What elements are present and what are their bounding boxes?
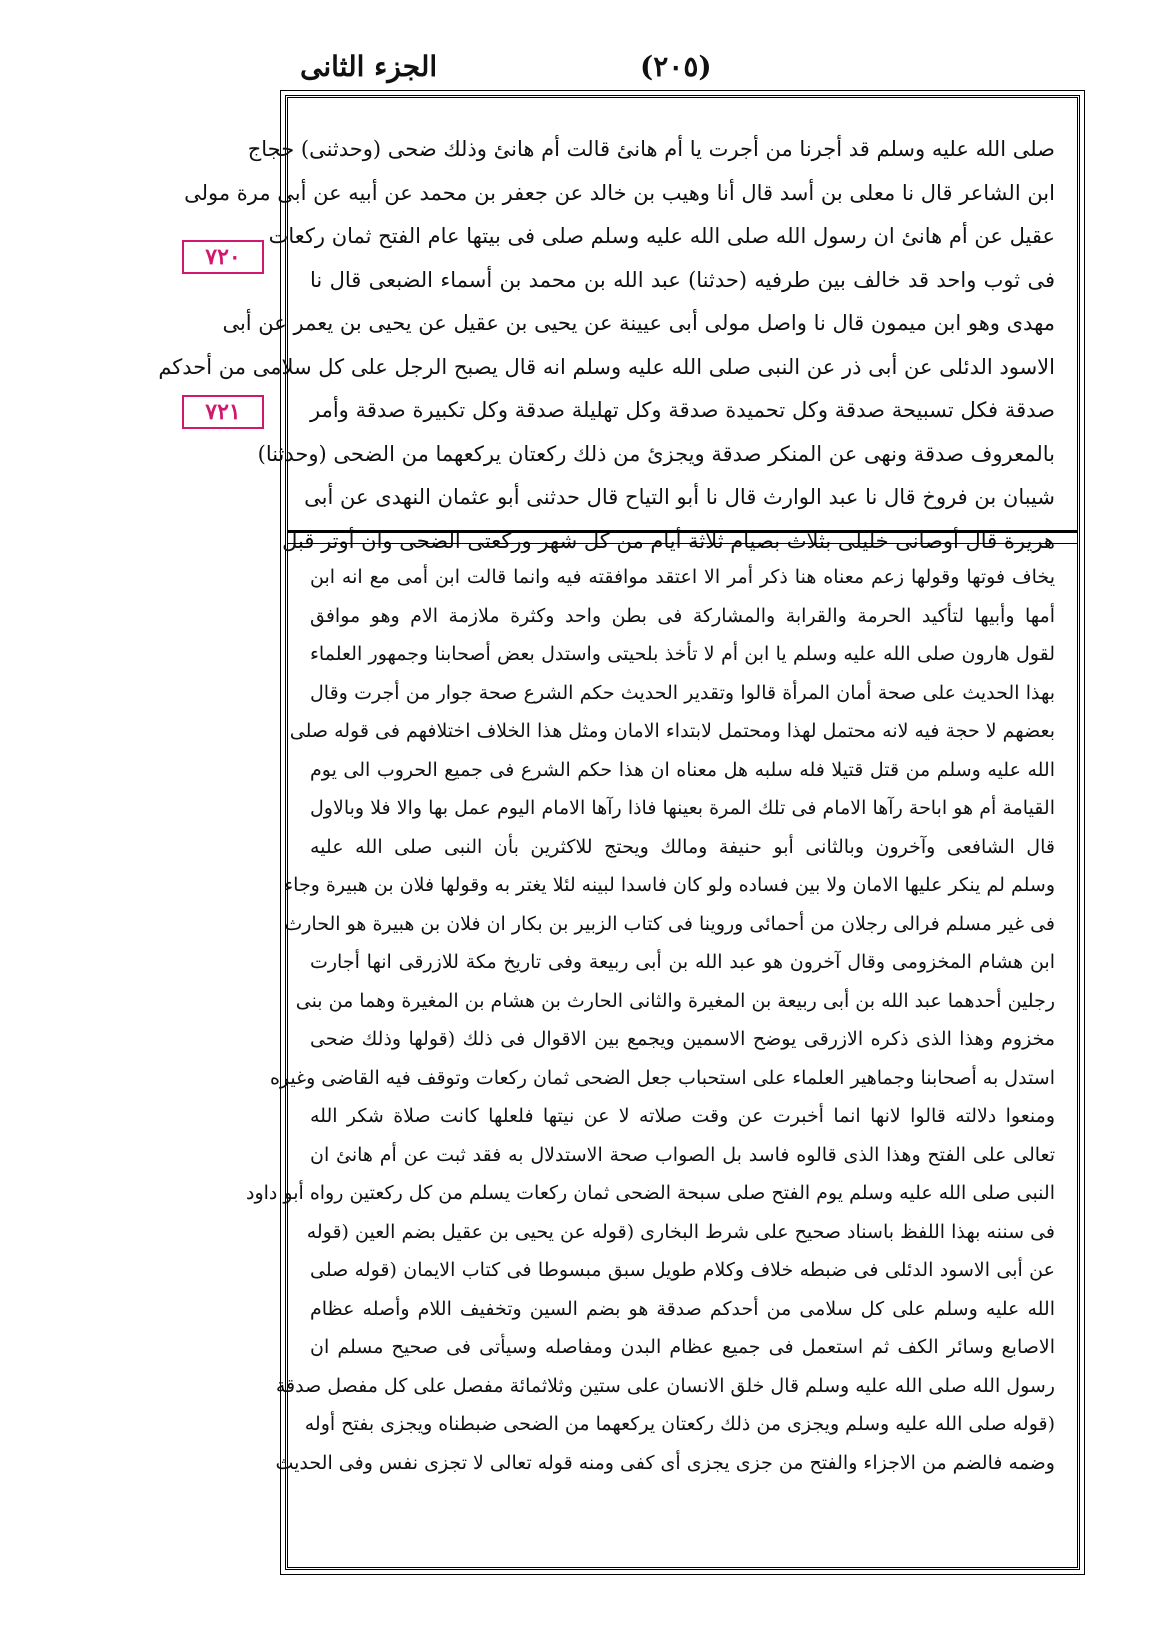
- commentary-block: [245, 558, 1055, 1558]
- commentary-line: وسلم لم ينكر عليها الامان ولا بين فساده ولو كان فاسدا لبينه لئلا يغتر به وقولها فلان بن هبيرة وجاء: [284, 874, 1055, 896]
- commentary-line: قال الشافعى وآخرون وبالثانى أبو حنيفة ومالك ويحتج للاكثرين بأن النبى صلى الله عليه: [310, 835, 1055, 858]
- commentary-line: عن أبى الاسود الدئلى فى ضبطه خلاف وكلام طويل سبق مبسوطا فى كتاب الايمان (قوله صلى: [310, 1259, 1055, 1281]
- commentary-line: فى سننه بهذا اللفظ باسناد صحيح على شرط البخارى (قوله عن يحيى بن عقيل بضم العين (قوله: [306, 1220, 1055, 1243]
- commentary-line: يخاف فوتها وقولها زعم معناه هنا ذكر أمر الا اعتقد موافقته فيه وانما قالت ابن أمى مع انه ابن: [310, 566, 1055, 588]
- commentary-line: استدل به أصحابنا وجماهير العلماء على استحباب جعل الضحى ثمان ركعات وتوقف فيه القاضى وغيره: [269, 1066, 1055, 1089]
- hadith-number-721: ٧٢١: [182, 395, 264, 429]
- hadith-line: بالمعروف صدقة ونهى عن المنكر صدقة ويجزئ من ذلك ركعتان يركعهما من الضحى (وحدثنا): [257, 441, 1055, 466]
- hadith-number-720: ٧٢٠: [182, 240, 264, 274]
- volume-title: الجزء الثانى: [300, 50, 438, 83]
- hadith-line: ابن الشاعر قال نا معلى بن أسد قال أنا وهيب بن خالد عن جعفر بن محمد عن أبيه عن أبى مرة مولى: [184, 180, 1055, 205]
- commentary-line: الاصابع وسائر الكف ثم استعمل فى جميع عظام البدن ومفاصله وسيأتى فى صحيح مسلم ان: [310, 1336, 1055, 1358]
- page-number: (٢٠٥): [640, 50, 712, 83]
- commentary-line: وضمه فالضم من الاجزاء والفتح من جزى يجزى أى كفى ومنه قوله تعالى لا تجزى نفس وفى الحديث: [275, 1451, 1055, 1474]
- commentary-line: تعالى على الفتح وهذا الذى قالوه فاسد بل الصواب صحة الاستدلال به فقد ثبت عن أم هانئ ان: [310, 1143, 1055, 1166]
- hadith-line: فى ثوب واحد قد خالف بين طرفيه (حدثنا) عبد الله بن محمد بن أسماء الضبعى قال نا: [310, 267, 1055, 292]
- commentary-line: بهذا الحديث على صحة أمان المرأة قالوا وتقدير الحديث حكم الشرع صحة جوار من أجرت وقال: [310, 681, 1055, 704]
- commentary-line: لقول هارون صلى الله عليه وسلم يا ابن أم لا تأخذ بلحيتى واستدل بعض أصحابنا وجمهور العلماء: [310, 643, 1055, 665]
- hadith-line: صدقة فكل تسبيحة صدقة وكل تحميدة صدقة وكل تهليلة صدقة وكل تكبيرة صدقة وأمر: [310, 398, 1055, 422]
- hadith-line: عقيل عن أم هانئ ان رسول الله صلى الله عليه وسلم صلى فى بيتها عام الفتح ثمان ركعات: [268, 224, 1055, 248]
- commentary-line: ابن هشام المخزومى وقال آخرون هو عبد الله بن أبى ربيعة وفى تاريخ مكة للازرقى انها أجارت: [310, 951, 1055, 973]
- commentary-line: مخزوم وهذا الذى ذكره الازرقى يوضح الاسمين ويجمع بين الاقوال فى ذلك (قولها وذلك ضحى: [310, 1028, 1055, 1050]
- hadith-line: مهدى وهو ابن ميمون قال نا واصل مولى أبى عيينة عن يحيى بن عقيل عن يحيى بن يعمر عن أبى: [222, 311, 1055, 335]
- commentary-line: [310, 1482, 1055, 1521]
- commentary-line: بعضهم لا حجة فيه لانه محتمل لهذا ومحتمل لابتداء الامان ومثل هذا الخلاف اختلافهم فى قوله صلى: [289, 720, 1055, 742]
- hadith-line: هريرة قال أوصانى خليلى بثلاث بصيام ثلاثة أيام من كل شهر وركعتى الضحى وان أوتر قبل: [282, 528, 1055, 553]
- commentary-line: النبى صلى الله عليه وسلم يوم الفتح صلى سبحة الضحى ثمان ركعات يسلم من كل ركعتين رواه أبو داود: [245, 1182, 1055, 1204]
- section-divider: [288, 530, 1077, 544]
- commentary-line: (قوله صلى الله عليه وسلم ويجزى من ذلك ركعتان يركعهما من الضحى ضبطناه ويجزى بفتح أوله: [304, 1413, 1055, 1435]
- commentary-line: أمها وأبيها لتأكيد الحرمة والقرابة والمشاركة فى بطن واحد وكثرة ملازمة الام وهو موافق: [310, 604, 1055, 627]
- commentary-line: [310, 1521, 1055, 1560]
- hadith-line: صلى الله عليه وسلم قد أجرنا من أجرت يا أم هانئ قالت أم هانئ وذلك ضحى (وحدثنى) حجاج: [247, 137, 1055, 161]
- commentary-line: القيامة أم هو اباحة رآها الامام فى تلك المرة بعينها فاذا رآها الامام اليوم عمل بها والا فلا وبالاول: [310, 797, 1055, 819]
- hadith-line: الاسود الدئلى عن أبى ذر عن النبى صلى الله عليه وسلم انه قال يصبح الرجل على كل سلامى من أحدكم: [158, 354, 1055, 379]
- commentary-line: الله عليه وسلم على كل سلامى من أحدكم صدقة هو بضم السين وتخفيف اللام وأصله عظام: [310, 1297, 1055, 1320]
- commentary-line: فى غير مسلم فرالى رجلان من أحمائى وروينا فى كتاب الزبير بن بكار ان فلان بن هبيرة هو الحارث: [284, 912, 1055, 935]
- commentary-line: ومنعوا دلالته قالوا لانها انما أخبرت عن وقت صلاته لا عن نيتها فلعلها كانت صلاة شكر الله: [310, 1105, 1055, 1127]
- commentary-line: الله عليه وسلم من قتل قتيلا فله سلبه هل معناه ان هذا حكم الشرع فى جميع الحروب الى يوم: [310, 758, 1055, 781]
- hadith-line: شيبان بن فروخ قال نا عبد الوارث قال نا أبو التياح قال حدثنى أبو عثمان النهدى عن أبى: [304, 485, 1055, 509]
- commentary-line: رسول الله صلى الله عليه وسلم قال خلق الانسان على ستين وثلاثمائة مفصل على كل مفصل صدقة: [275, 1374, 1055, 1397]
- commentary-line: رجلين أحدهما عبد الله بن أبى ربيعة بن المغيرة والثانى الحارث بن هشام بن المغيرة وهما من بنى: [295, 989, 1055, 1012]
